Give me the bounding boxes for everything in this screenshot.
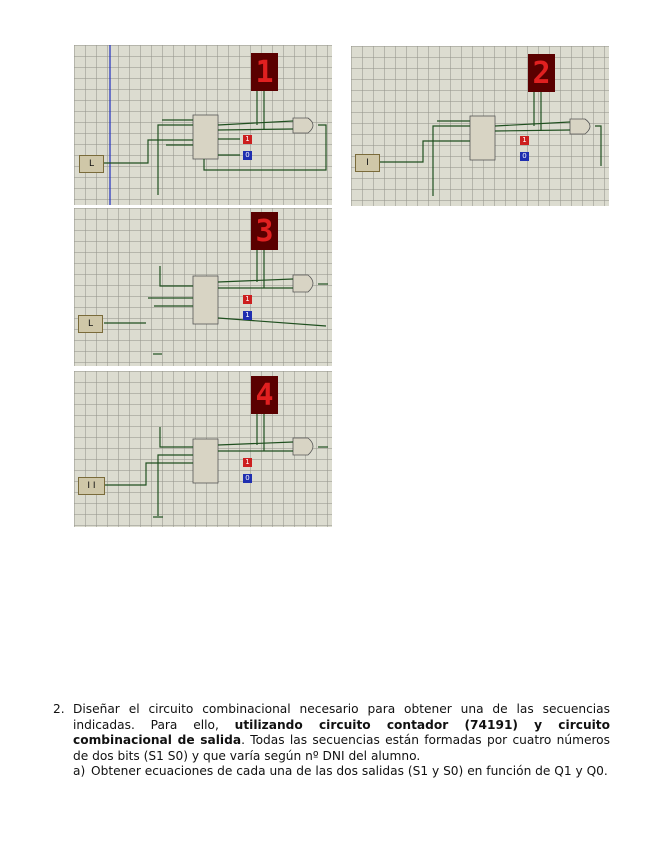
statement-bold-text: utilizando circuito contador (74191) y circuito combinacional de salida (73, 717, 610, 747)
led-output-s1: 1 (243, 458, 252, 467)
exercise-block (53, 702, 610, 780)
logic-switch: L (79, 155, 104, 173)
exercise-number: 2. (53, 702, 65, 716)
logic-switch: I I (78, 477, 105, 495)
schematic-drawing (74, 208, 332, 366)
exercise-item (53, 702, 610, 780)
led-output-s1: 1 (243, 135, 252, 144)
schematic-figure-4 (74, 371, 332, 527)
led-output-s1: 1 (243, 295, 252, 304)
led-output-s0: 0 (243, 151, 252, 160)
statement-text-end: . Todas las secuencias están formadas por cuatro números de dos bits (S1 S0) y que varía según nº DNI del alumno. (73, 733, 610, 763)
led-output-s0: 0 (243, 474, 252, 483)
schematic-figure-3 (74, 208, 332, 366)
schematic-figure-1 (74, 45, 332, 205)
schematic-drawing (351, 46, 609, 206)
logic-switch: L (78, 315, 103, 333)
subquestion-text: Obtener ecuaciones de cada una de las dos salidas (S1 y S0) en función de Q1 y Q0. (91, 764, 608, 778)
seven-segment-display: 1 (255, 54, 274, 90)
subquestion-a (73, 764, 610, 780)
seven-segment-display: 3 (255, 213, 274, 249)
statement-text-start: Diseñar el circuito combinacional necesario para obtener una de las secuencias indicadas. Para ello, (73, 702, 610, 732)
led-output-s0: 0 (520, 152, 529, 161)
seven-segment-display: 4 (255, 377, 274, 413)
led-output-s1: 1 (520, 136, 529, 145)
subquestion-label: a) (73, 764, 86, 778)
seven-segment-display: 2 (532, 55, 551, 91)
schematic-drawing (74, 371, 332, 527)
schematic-figure-2 (351, 46, 609, 206)
schematic-drawing (74, 45, 332, 205)
led-output-s0: 1 (243, 311, 252, 320)
logic-switch: I (355, 154, 380, 172)
exercise-statement (73, 702, 610, 764)
